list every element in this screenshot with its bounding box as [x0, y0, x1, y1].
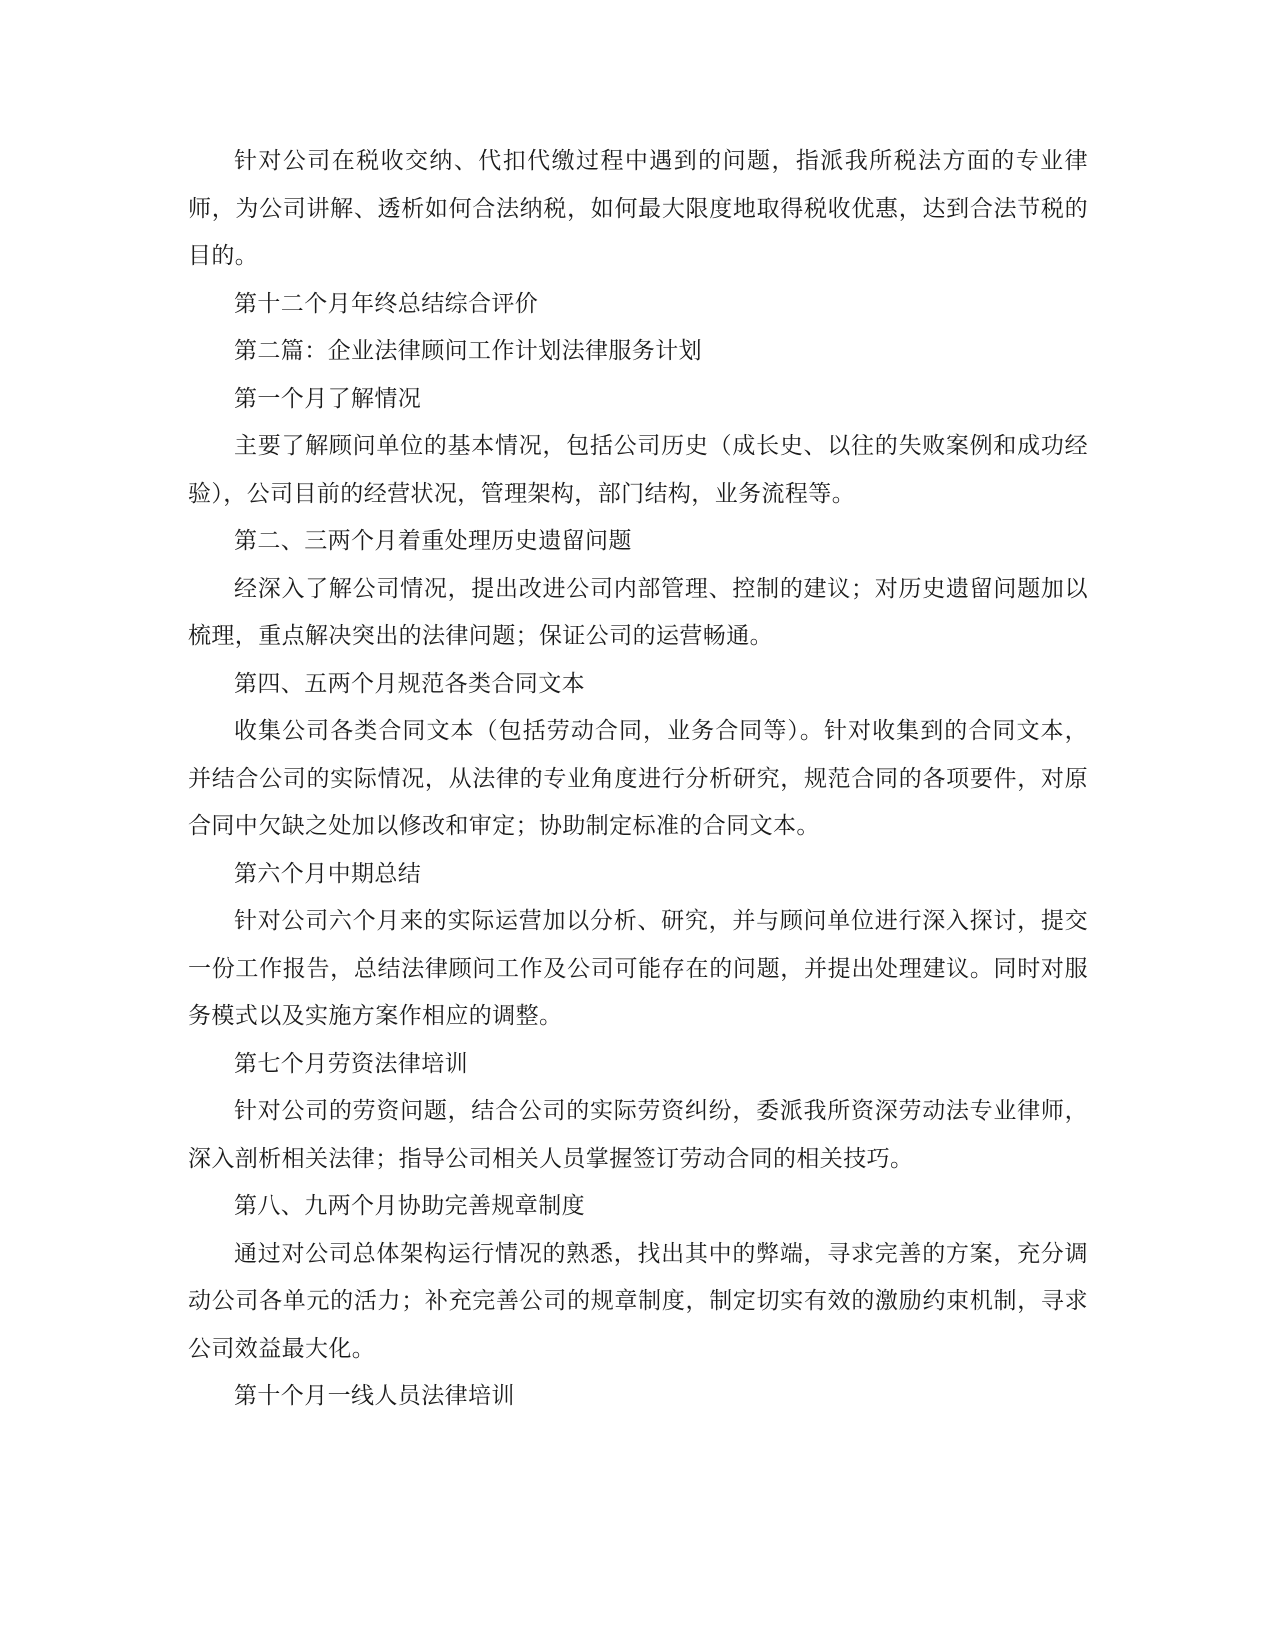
heading-month-10: 第十个月一线人员法律培训 — [234, 1383, 515, 1409]
document-body — [188, 138, 1088, 1421]
heading-month-12: 第十二个月年终总结综合评价 — [234, 290, 539, 317]
paragraph-month-6: 针对公司六个月来的实际运营加以分析、研究，并与顾问单位进行深入探讨，提交一份工作报告，总结法律顾问工作及公司可能存在的问题，并提出处理建议。同时对服务模式以及实施方案作相应的调整。 — [188, 908, 1088, 1029]
heading-month-2-3: 第二、三两个月着重处理历史遗留问题 — [234, 528, 632, 554]
paragraph-month-1: 主要了解顾问单位的基本情况，包括公司历史（成长史、以往的失败案例和成功经验），公司目前的经营状况，管理架构，部门结构，业务流程等。 — [188, 433, 1088, 507]
heading-month-4-5: 第四、五两个月规范各类合同文本 — [234, 670, 585, 697]
paragraph-tax-consulting: 针对公司在税收交纳、代扣代缴过程中遇到的问题，指派我所税法方面的专业律师，为公司讲解、透析如何合法纳税，如何最大限度地取得税收优惠，达到合法节税的目的。 — [188, 148, 1088, 269]
paragraph-month-4-5: 收集公司各类合同文本（包括劳动合同，业务合同等）。针对收集到的合同文本，并结合公司的实际情况，从法律的专业角度进行分析研究，规范合同的各项要件，对原合同中欠缺之处加以修改和审定；协助制定标准的合同文本。 — [188, 718, 1088, 839]
heading-month-6: 第六个月中期总结 — [234, 860, 422, 887]
heading-month-1: 第一个月了解情况 — [234, 385, 422, 412]
paragraph-month-7: 针对公司的劳资问题，结合公司的实际劳资纠纷，委派我所资深劳动法专业律师，深入剖析相关法律；指导公司相关人员掌握签订劳动合同的相关技巧。 — [188, 1098, 1088, 1172]
heading-month-8-9: 第八、九两个月协助完善规章制度 — [234, 1193, 585, 1219]
heading-chapter-2: 第二篇：企业法律顾问工作计划法律服务计划 — [234, 338, 702, 364]
heading-month-7: 第七个月劳资法律培训 — [234, 1050, 468, 1077]
paragraph-month-8-9: 通过对公司总体架构运行情况的熟悉，找出其中的弊端，寻求完善的方案，充分调动公司各单元的活力；补充完善公司的规章制度，制定切实有效的激励约束机制，寻求公司效益最大化。 — [188, 1240, 1088, 1362]
paragraph-month-2-3: 经深入了解公司情况，提出改进公司内部管理、控制的建议；对历史遗留问题加以梳理，重点解决突出的法律问题；保证公司的运营畅通。 — [188, 575, 1088, 649]
